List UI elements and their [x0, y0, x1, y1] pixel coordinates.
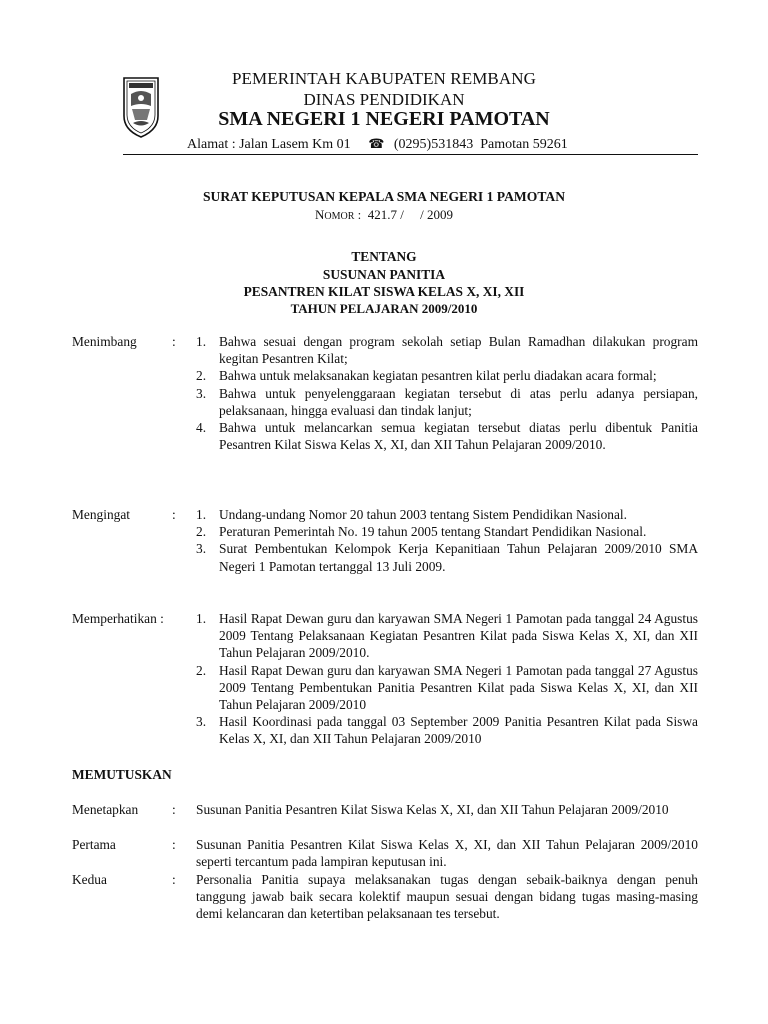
- tahun-heading: TAHUN PELAJARAN 2009/2010: [290, 301, 478, 316]
- telephone-icon: ☎: [368, 136, 385, 151]
- decree-number: [0, 206, 768, 225]
- list-item: 3. Bahwa untuk penyelenggaraan kegiatan tersebut di atas perlu adanya persiapan, pelaksanaan, hingga evaluasi dan tindak lanjut;: [196, 385, 698, 418]
- decision-colon: :: [172, 802, 176, 817]
- decision-colon: :: [172, 837, 176, 852]
- letterhead-government: PEMERINTAH KABUPATEN REMBANG: [231, 69, 536, 88]
- decision-label: Kedua: [72, 872, 107, 887]
- mengingat-list: [196, 506, 698, 575]
- list-item: 2. Bahwa untuk melaksanakan kegiatan pesantren kilat perlu diadakan acara formal;: [196, 368, 657, 384]
- mengingat-colon: :: [172, 507, 176, 522]
- list-item: 1. Hasil Rapat Dewan guru dan karyawan SMA Negeri 1 Pamotan pada tanggal 24 Agustus 2009 Tentang Pelaksanaan Kegiatan Pesantren Kilat pada Siswa Kelas X, XI, dan XII Tahun Pelajaran 2009/2010.: [196, 611, 698, 661]
- decision-label: Menetapkan: [72, 802, 139, 817]
- nomor-value: : 421.7 / / 2009: [354, 207, 453, 222]
- list-item: 1. Bahwa sesuai dengan program sekolah setiap Bulan Ramadhan dilakukan program kegitan Pesantren Kilat;: [196, 334, 698, 367]
- letterhead-department: DINAS PENDIDIKAN: [303, 90, 465, 109]
- list-item: 2. Peraturan Pemerintah No. 19 tahun 2005 tentang Standart Pendidikan Nasional.: [196, 524, 647, 540]
- decision-text: Personalia Panitia supaya melaksanakan tugas dengan sebaik-baiknya dengan penuh tanggung jawab baik secara kolektif maupun sesuai dengan bidang tugas masing-masing demi kelancaran dan ketertiban pelaksanaan tes tersebut.: [196, 872, 698, 922]
- decision-text: Susunan Panitia Pesantren Kilat Siswa Kelas X, XI, dan XII Tahun Pelajaran 2009/2010: [196, 802, 669, 817]
- list-item: 3. Surat Pembentukan Kelompok Kerja Kepanitiaan Tahun Pelajaran 2009/2010 SMA Negeri 1 Pamotan tertanggal 13 Juli 2009.: [196, 541, 698, 574]
- decision-colon: :: [172, 872, 176, 887]
- city-postcode: Pamotan 59261: [480, 137, 568, 152]
- decision-label: Pertama: [72, 837, 116, 852]
- susunan-heading: SUSUNAN PANITIA: [322, 267, 446, 282]
- letterhead-school-name: SMA NEGERI 1 NEGERI PAMOTAN: [218, 108, 550, 130]
- decision-text: Susunan Panitia Pesantren Kilat Siswa Kelas X, XI, dan XII Tahun Pelajaran 2009/2010 seperti tercantum pada lampiran keputusan ini.: [196, 837, 698, 870]
- list-item: 4. Bahwa untuk melancarkan semua kegiatan tersebut diatas perlu dibentuk Panitia Pesantren Kilat Siswa Kelas X, XI, dan XII Tahun Pelajaran 2009/2010.: [196, 420, 698, 453]
- memperhatikan-list: [196, 610, 698, 748]
- nomor-prefix: N: [315, 207, 325, 222]
- nomor-smallcaps: OMOR: [324, 211, 355, 222]
- pesantren-heading: PESANTREN KILAT SISWA KELAS X, XI, XII: [243, 284, 525, 299]
- tentang-heading: TENTANG: [351, 249, 417, 264]
- mengingat-label: Mengingat: [72, 507, 131, 522]
- memutuskan-heading: MEMUTUSKAN: [72, 767, 172, 782]
- list-item: 1. Undang-undang Nomor 20 tahun 2003 tentang Sistem Pendidikan Nasional.: [196, 507, 627, 522]
- menimbang-colon: :: [172, 334, 176, 349]
- address-text: Alamat : Jalan Lasem Km 01: [187, 137, 351, 152]
- phone-number: (0295)531843: [393, 137, 474, 152]
- memperhatikan-label: Memperhatikan :: [72, 611, 164, 626]
- list-item: 2. Hasil Rapat Dewan guru dan karyawan SMA Negeri 1 Pamotan pada tanggal 27 Agustus 2009 Tentang Pembentukan Panitia Pesantren Kilat pada Siswa Kelas X, XI, dan XII Tahun Pelajaran 2009/2010: [196, 662, 698, 713]
- letterhead-divider: [123, 154, 698, 155]
- decree-title: SURAT KEPUTUSAN KEPALA SMA NEGERI 1 PAMOTAN: [202, 189, 566, 204]
- menimbang-list: [196, 333, 698, 453]
- letterhead-address: [187, 135, 568, 153]
- menimbang-label: Menimbang: [72, 334, 137, 349]
- list-item: 3. Hasil Koordinasi pada tanggal 03 September 2009 Panitia Pesantren Kilat pada Siswa Kelas X, XI, dan XII Tahun Pelajaran 2009/2010: [196, 714, 698, 747]
